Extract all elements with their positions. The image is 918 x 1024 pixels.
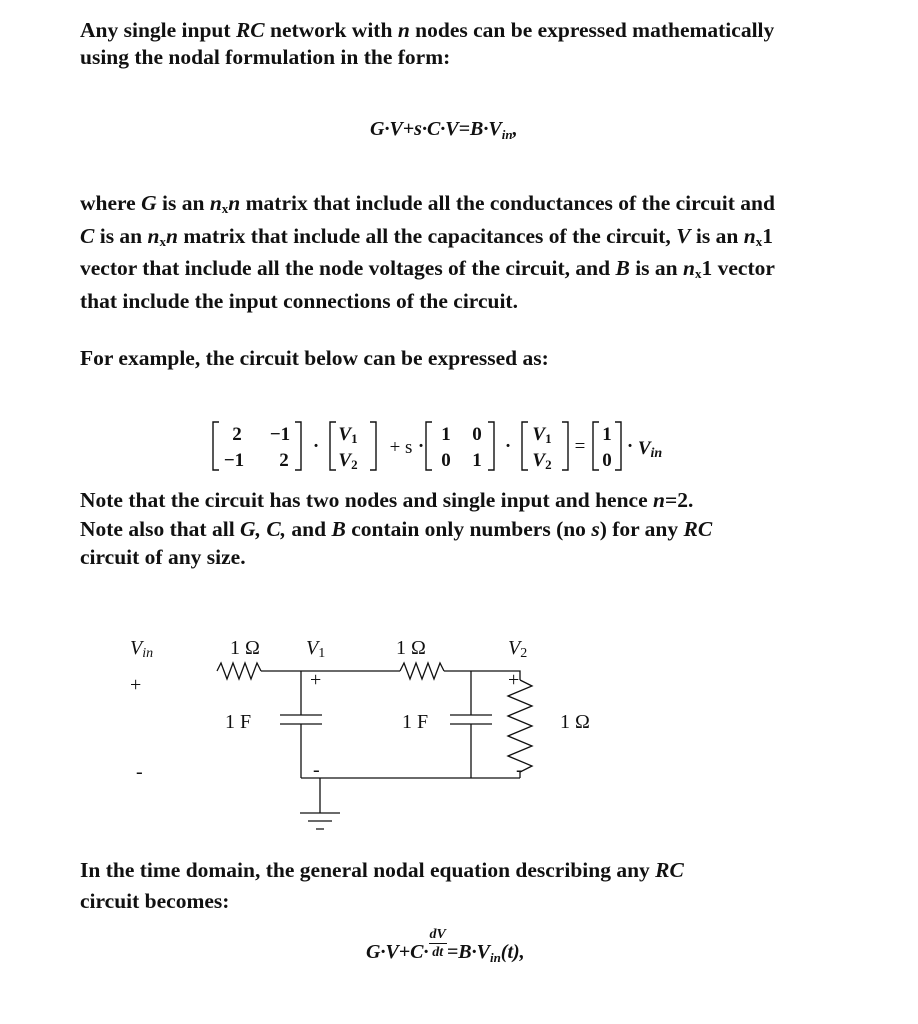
g-12: −1 [269, 424, 291, 445]
resistor-r2 [400, 663, 444, 679]
vin-label: Vin [130, 637, 154, 661]
g-21: −1 [223, 450, 245, 471]
r2-label: 1 Ω [396, 637, 426, 659]
fraction-denominator: dt [432, 945, 444, 960]
dot-2: · [417, 436, 425, 457]
c-21: 0 [441, 450, 451, 471]
c-matrix-right-bracket [488, 422, 494, 470]
time-domain-line-1: In the time domain, the general nodal equation describing any RC [80, 858, 684, 882]
c1-label: 1 F [225, 711, 252, 733]
equals-sign: = [574, 436, 586, 457]
ground-symbol [300, 813, 340, 829]
time-domain-paragraph [80, 855, 900, 917]
vin-term: Vin [637, 438, 663, 461]
definitions-paragraph [80, 190, 900, 314]
v1-entry: V1 [338, 424, 358, 446]
g-11: 2 [232, 424, 242, 445]
v-vector2-left-bracket [522, 422, 528, 470]
time-domain-line-2: circuit becomes: [80, 889, 230, 913]
time-domain-equation: G·V+C· $\frac{dV}{dt}$ $=B\cdot V_{in}(t)$, [366, 927, 525, 966]
b-vector-right-bracket [615, 422, 621, 470]
intro-line-2: using the nodal formulation in the form: [80, 44, 451, 69]
v2-entry: V2 [338, 450, 358, 472]
definitions-line-4: that include the input connections of the circuit. [80, 288, 518, 313]
intro-line-1: Any single input RC network with n nodes can be expressed mathematically [80, 18, 775, 42]
example-heading: For example, the circuit below can be expressed as: [80, 346, 549, 370]
v2-minus: - [516, 759, 523, 781]
nodal-equation: $G\cdot V+s\cdot C\cdot V=B\cdot V_{in}$, [370, 118, 518, 142]
v1-label: V1 [306, 637, 326, 661]
plus-s: + s [389, 437, 413, 458]
r1-label: 1 Ω [230, 637, 260, 659]
capacitor-c2-plates [450, 715, 492, 724]
c-matrix-left-bracket [426, 422, 432, 470]
definitions-line-3: vector that include all the node voltages of the circuit, and B is an nx1 vector [80, 256, 775, 281]
v1-plus: + [310, 669, 322, 691]
fraction-numerator: dV [429, 927, 446, 942]
definitions-line-1: where G is an nxn matrix that include all the conductances of the circuit and [80, 191, 775, 216]
vin-minus: - [136, 761, 143, 783]
r3-label: 1 Ω [560, 711, 590, 733]
g-matrix-right-bracket [295, 422, 301, 470]
note-line-3: circuit of any size. [80, 545, 246, 569]
v1-entry-2: V1 [532, 424, 552, 446]
c-22: 1 [472, 450, 482, 471]
dot-3: · [504, 436, 512, 457]
v2-label: V2 [508, 637, 528, 661]
v-vector-right-bracket [370, 422, 376, 470]
note-line-1: Note that the circuit has two nodes and single input and hence n=2. [80, 488, 694, 512]
v-vector-left-bracket [330, 422, 336, 470]
capacitor-c1-plates [280, 715, 322, 724]
vin-plus: + [130, 674, 142, 696]
v-vector2-right-bracket [562, 422, 568, 470]
intro-paragraph [80, 17, 880, 70]
matrix-equation [210, 412, 730, 480]
c-12: 0 [472, 424, 482, 445]
c2-label: 1 F [402, 711, 429, 733]
rc-circuit-diagram [120, 628, 620, 838]
note-line-2: Note also that all G, C, and B contain only numbers (no s) for any RC [80, 516, 713, 541]
resistor-r1 [217, 663, 261, 679]
dot-4: · [626, 436, 634, 457]
note-paragraph [80, 486, 900, 572]
g-matrix-left-bracket [213, 422, 219, 470]
definitions-line-2: C is an nxn matrix that include all the capacitances of the circuit, V is an nx1 [80, 223, 773, 249]
v2-entry-2: V2 [532, 450, 552, 472]
b-2: 0 [602, 450, 612, 471]
b-1: 1 [602, 424, 612, 445]
v2-plus: + [508, 669, 520, 691]
v1-minus: - [313, 759, 320, 781]
c-11: 1 [441, 424, 451, 445]
b-vector-left-bracket [593, 422, 599, 470]
dot-1: · [312, 436, 320, 457]
g-22: 2 [279, 450, 289, 471]
